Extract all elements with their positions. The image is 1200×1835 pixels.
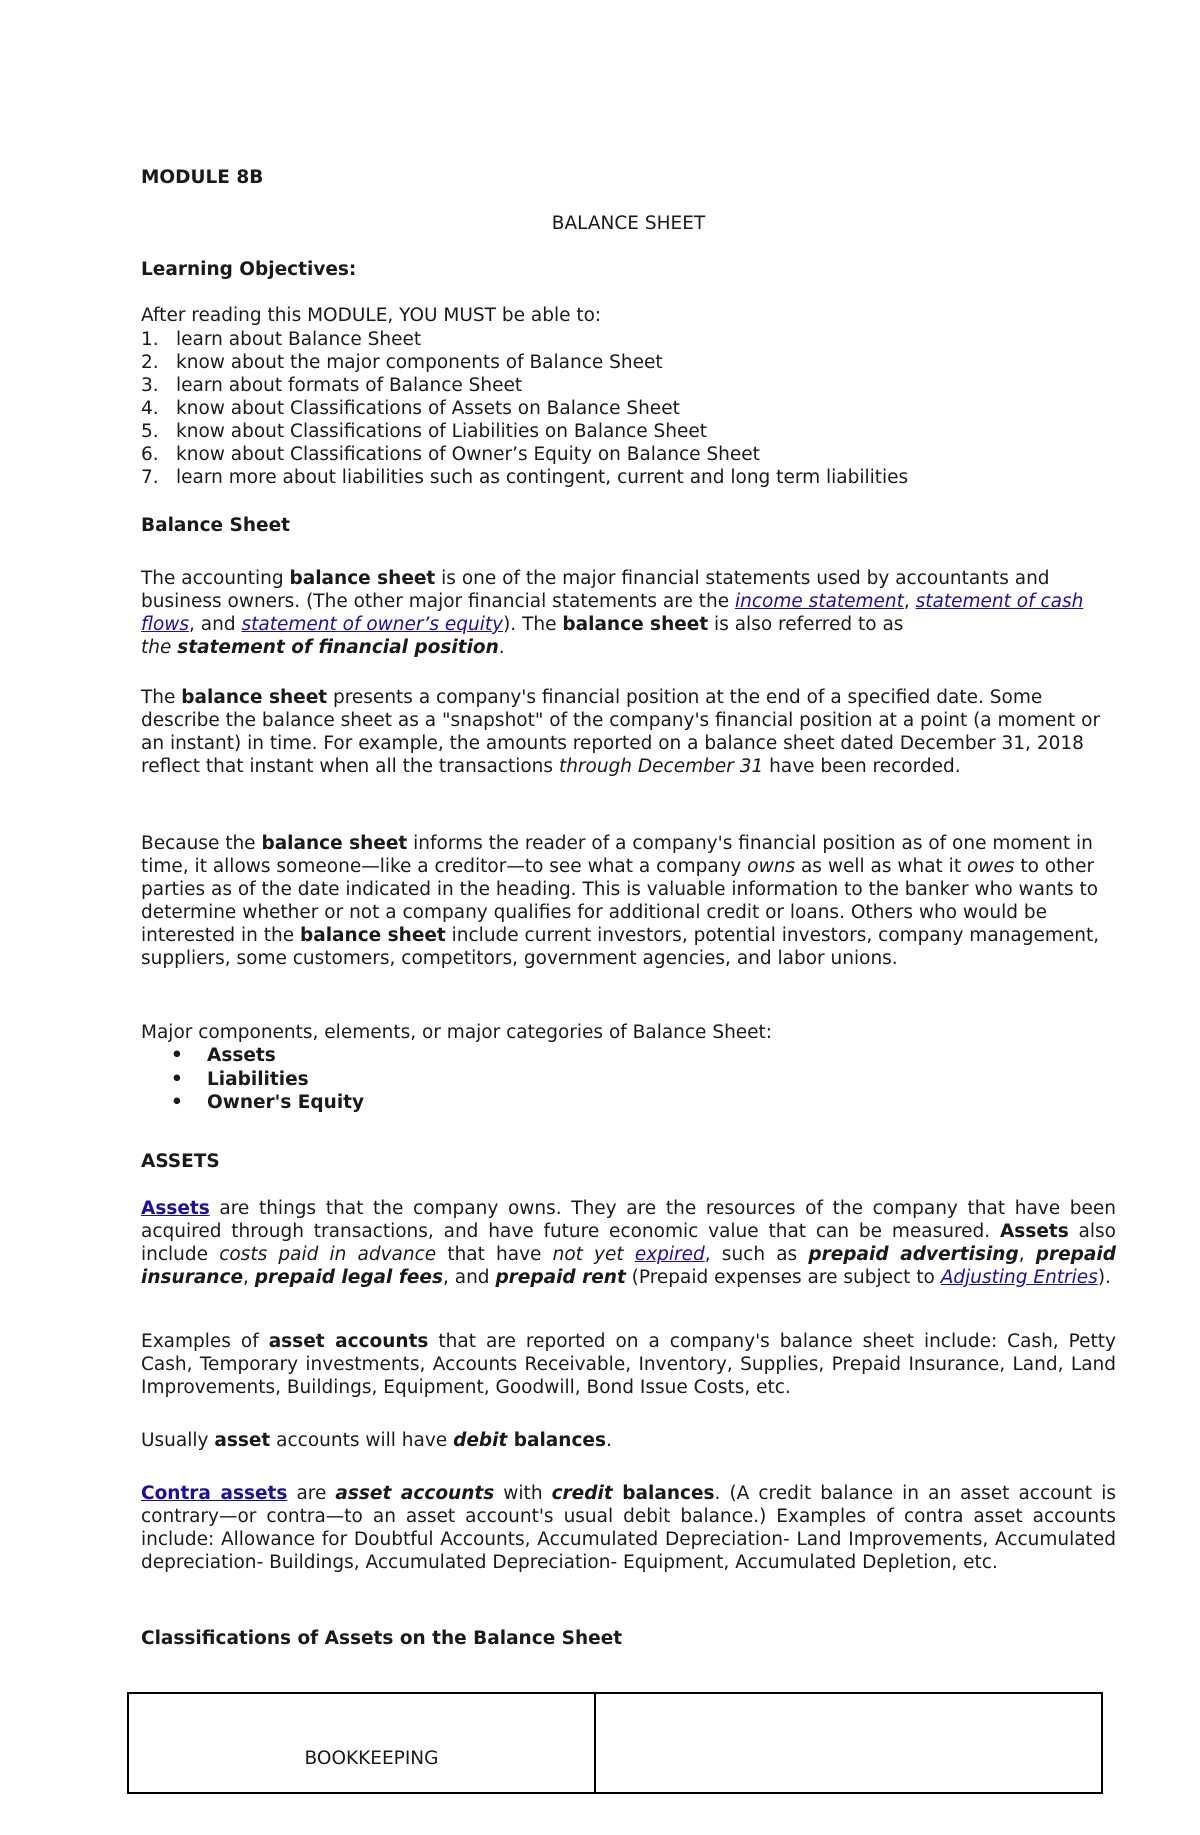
- assets-heading: ASSETS: [141, 1151, 220, 1172]
- module-label: MODULE 8B: [141, 167, 264, 188]
- balance-sheet-heading: Balance Sheet: [141, 515, 290, 536]
- footer-right-cell: [596, 1694, 1101, 1792]
- statement-of-owners-equity-link[interactable]: statement of owner’s equity: [241, 614, 504, 635]
- balance-sheet-paragraph-3: Because the balance sheet informs the reader of a company's financial position as of one moment in time, it allows someone—like a creditor—to see what a company owns as well as what it owes to other parties as of the date indicated in the heading. This is valuable information to the banker who wants to determine whether or not a company qualifies for additional credit or loans. Others who would be interested in the balance sheet include current investors, potential investors, company management, suppliers, some customers, competitors, government agencies, and labor unions.: [141, 833, 1100, 969]
- components-list: [171, 1044, 364, 1115]
- assets-link[interactable]: Assets: [141, 1198, 210, 1219]
- list-item: 5. know about Classifications of Liabilities on Balance Sheet: [141, 421, 707, 442]
- list-item: 7. learn more about liabilities such as contingent, current and long term liabilities: [141, 467, 909, 488]
- balance-sheet-paragraph-2: The balance sheet presents a company's financial position at the end of a specified date. Some describe the balance sheet as a "snapshot" of the company's financial position at a point (a moment or an instant) in time. For example, the amounts reported on a balance sheet dated December 31, 2018 reflect that instant when all the transactions through December 31 have been recorded.: [141, 687, 1101, 777]
- list-item: 4. know about Classifications of Assets on Balance Sheet: [141, 398, 680, 419]
- page-title: BALANCE SHEET: [551, 213, 706, 234]
- assets-paragraph-2: Examples of asset accounts that are reported on a company's balance sheet include: Cash, Petty Cash, Temporary investments, Accounts Receivable, Inventory, Supplies, Prepaid Insurance, Land, Land Improvements, Buildings, Equipment, Goodwill, Bond Issue Costs, etc.: [141, 1331, 1116, 1398]
- list-item: 1. learn about Balance Sheet: [141, 329, 422, 350]
- expired-link[interactable]: expired: [634, 1244, 705, 1265]
- footer-table: [127, 1692, 1103, 1794]
- list-item: • Owner's Equity: [171, 1092, 365, 1113]
- balance-sheet-paragraph-1: The accounting balance sheet is one of the major financial statements used by accountants and business owners. (The other major financial statements are the income statement, statement of cash flows, and statement of owner’s equity). The balance sheet is also referred to as the statement of financial position.: [141, 568, 1084, 658]
- contra-assets-link[interactable]: Contra assets: [141, 1483, 288, 1504]
- assets-paragraph-4: Contra assets are asset accounts with credit balances. (A credit balance in an asset account is contrary—or contra—to an asset account's usual debit balance.) Examples of contra asset accounts include: Allowance for Doubtful Accounts, Accumulated Depreciation- Land Improvements, Accumulated depreciation- Buildings, Accumulated Depreciation- Equipment, Accumulated Depletion, etc.: [141, 1483, 1116, 1573]
- statement-of-cash-flows-link[interactable]: statement of cash flows: [141, 591, 1084, 635]
- list-item: 3. learn about formats of Balance Sheet: [141, 375, 523, 396]
- list-item: • Assets: [171, 1045, 276, 1066]
- objectives-list: [141, 328, 908, 489]
- footer-label: BOOKKEEPING: [304, 1747, 439, 1769]
- list-item: 2. know about the major components of Balance Sheet: [141, 352, 663, 373]
- classifications-heading: Classifications of Assets on the Balance Sheet: [141, 1628, 623, 1649]
- list-item: • Liabilities: [171, 1068, 309, 1090]
- income-statement-link[interactable]: income statement: [734, 591, 904, 612]
- objectives-intro: After reading this MODULE, YOU MUST be able to:: [141, 305, 602, 326]
- assets-paragraph-3: Usually asset accounts will have debit balances.: [141, 1430, 612, 1451]
- adjusting-entries-link[interactable]: Adjusting Entries: [940, 1267, 1098, 1288]
- learning-objectives-heading: Learning Objectives:: [141, 259, 357, 280]
- footer-left-cell: [129, 1694, 596, 1792]
- list-item: 6. know about Classifications of Owner’s Equity on Balance Sheet: [141, 444, 760, 465]
- components-intro: Major components, elements, or major categories of Balance Sheet:: [141, 1022, 773, 1043]
- assets-paragraph-1: Assets are things that the company owns. They are the resources of the company that have been acquired through transactions, and have future economic value that can be measured. Assets also include costs paid in advance that have not yet expired, such as prepaid advertising, prepaid insurance, prepaid legal fees, and prepaid rent (Prepaid expenses are subject to Adjusting Entries).: [141, 1198, 1116, 1288]
